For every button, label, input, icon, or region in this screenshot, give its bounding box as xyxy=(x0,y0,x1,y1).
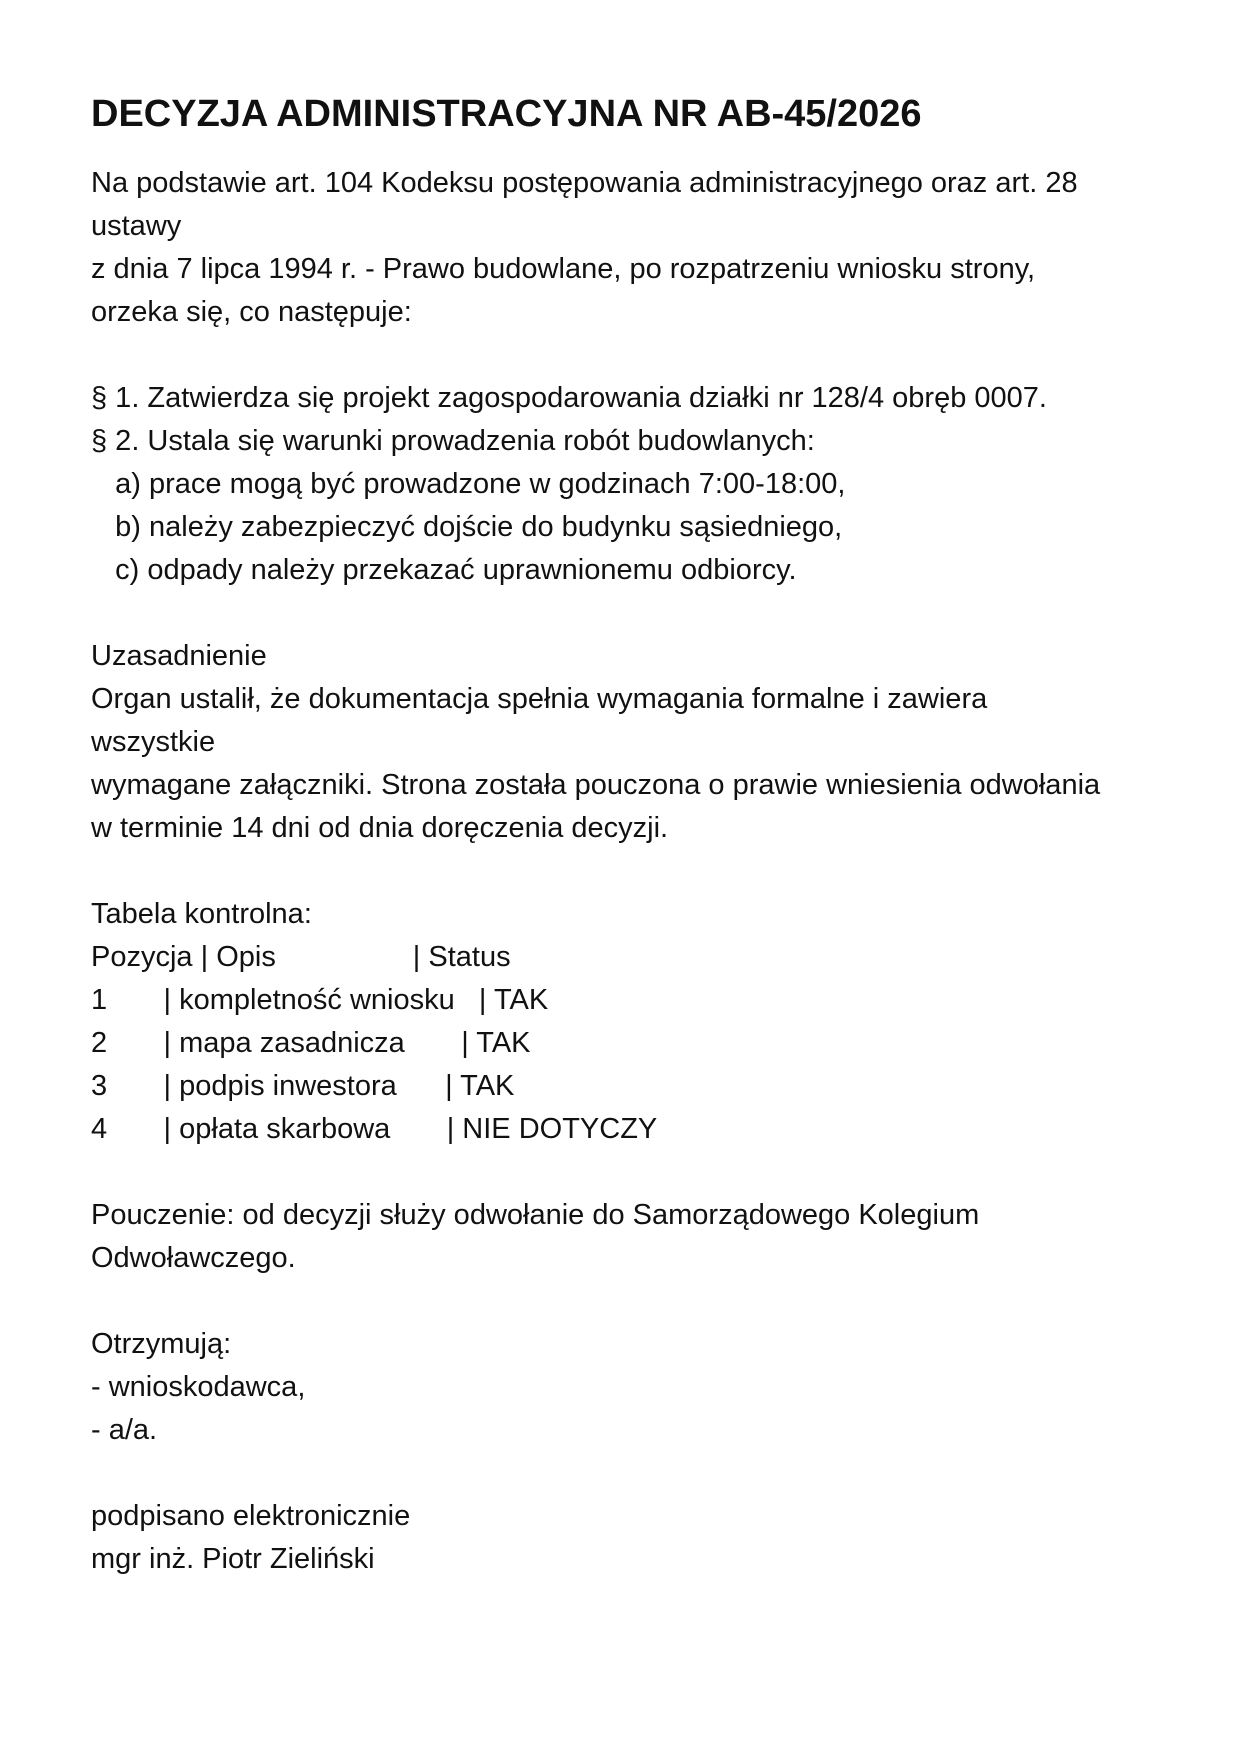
control-table-header: Pozycja | Opis | Status xyxy=(91,941,511,973)
justification-line: w terminie 14 dni od dnia doręczenia decyzji. xyxy=(91,812,669,844)
recipients-section xyxy=(91,1323,1211,1452)
recipients-heading: Otrzymują: xyxy=(91,1328,232,1360)
justification-section xyxy=(91,635,1211,850)
decision-paragraphs xyxy=(91,377,1211,592)
table-row: 4 | opłata skarbowa | NIE DOTYCZY xyxy=(91,1113,658,1145)
condition-a: a) prace mogą być prowadzone w godzinach 7:00-18:00, xyxy=(91,468,846,500)
document-title: DECYZJA ADMINISTRACYJNA NR AB-45/2026 xyxy=(91,93,922,135)
spacer xyxy=(91,850,1211,893)
document-page xyxy=(91,86,1211,1581)
justification-line: Organ ustalił, że dokumentacja spełnia wymagania formalne i zawiera xyxy=(91,683,988,715)
intro-line: orzeka się, co następuje: xyxy=(91,296,412,328)
table-row: 3 | podpis inwestora | TAK xyxy=(91,1070,515,1102)
justification-heading: Uzasadnienie xyxy=(91,640,267,672)
justification-line: wszystkie xyxy=(91,726,216,758)
table-row: 1 | kompletność wniosku | TAK xyxy=(91,984,549,1016)
spacer xyxy=(91,592,1211,635)
spacer xyxy=(91,1151,1211,1194)
recipient-item: - wnioskodawca, xyxy=(91,1371,306,1403)
recipient-item: - a/a. xyxy=(91,1414,158,1446)
intro-line: ustawy xyxy=(91,210,182,242)
spacer xyxy=(91,1452,1211,1495)
paragraph-1: § 1. Zatwierdza się projekt zagospodarowania działki nr 128/4 obręb 0007. xyxy=(91,382,1047,414)
condition-c: c) odpady należy przekazać uprawnionemu odbiorcy. xyxy=(91,554,797,586)
instruction-line: Odwoławczego. xyxy=(91,1242,296,1274)
justification-line: wymagane załączniki. Strona została pouczona o prawie wniesienia odwołania xyxy=(91,769,1101,801)
intro-line: z dnia 7 lipca 1994 r. - Prawo budowlane, po rozpatrzeniu wniosku strony, xyxy=(91,253,1036,285)
signatory-name: mgr inż. Piotr Zieliński xyxy=(91,1543,375,1575)
intro-line: Na podstawie art. 104 Kodeksu postępowania administracyjnego oraz art. 28 xyxy=(91,167,1078,199)
intro-section xyxy=(91,162,1211,334)
spacer xyxy=(91,334,1211,377)
control-table-heading: Tabela kontrolna: xyxy=(91,898,312,930)
signature-section xyxy=(91,1495,1211,1581)
table-row: 2 | mapa zasadnicza | TAK xyxy=(91,1027,531,1059)
instruction-section xyxy=(91,1194,1211,1280)
spacer xyxy=(91,1280,1211,1323)
instruction-line: Pouczenie: od decyzji służy odwołanie do Samorządowego Kolegium xyxy=(91,1199,980,1231)
control-table xyxy=(91,893,1211,1151)
condition-b: b) należy zabezpieczyć dojście do budynku sąsiedniego, xyxy=(91,511,843,543)
paragraph-2: § 2. Ustala się warunki prowadzenia robót budowlanych: xyxy=(91,425,815,457)
signature-note: podpisano elektronicznie xyxy=(91,1500,411,1532)
